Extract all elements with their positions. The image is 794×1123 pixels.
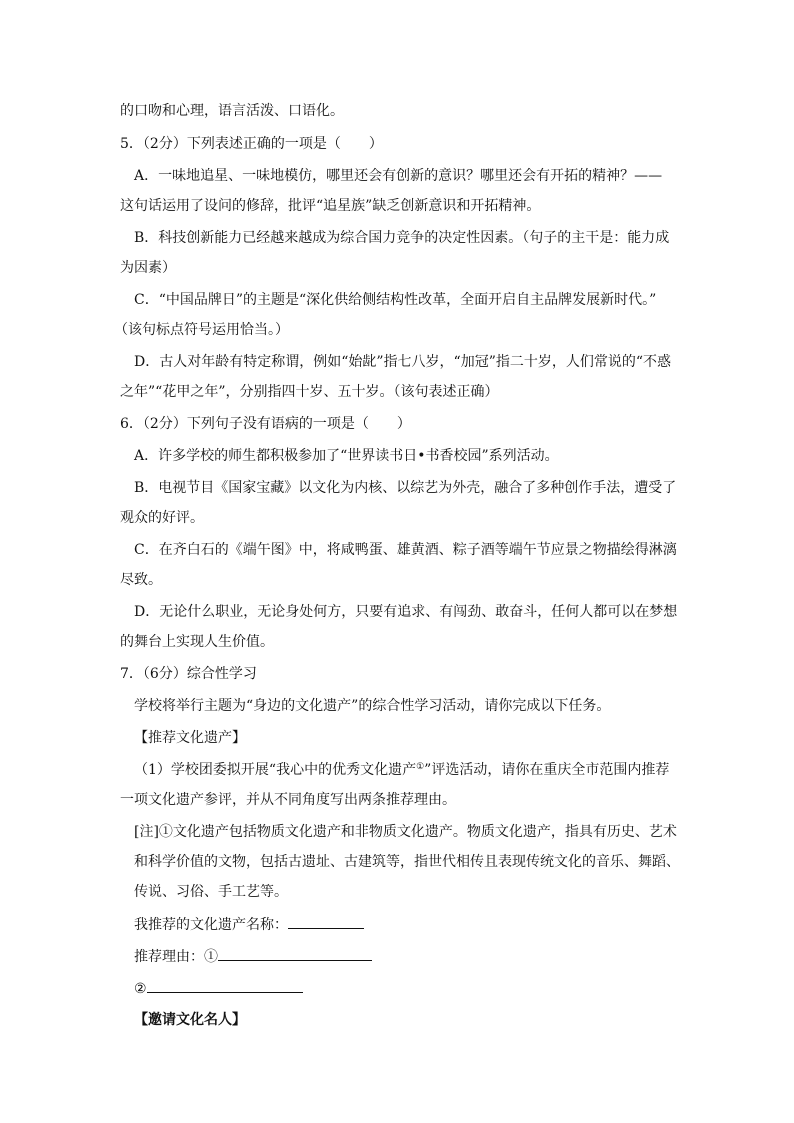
task-1-text-pre: （1）学校团委拟开展“我心中的优秀文化遗产 <box>134 762 417 778</box>
text-line: 的口吻和心理，语言活泼、口语化。 <box>120 103 344 119</box>
task-1-text-post: ”评选活动，请你在重庆全市范围内推荐 <box>424 762 670 778</box>
question-7-intro: 学校将举行主题为“身边的文化遗产”的综合性学习活动，请你完成以下任务。 <box>134 698 611 714</box>
reason-2-label: ② <box>134 981 147 997</box>
question-6-option-d-cont: 的舞台上实现人生价值。 <box>120 634 274 650</box>
note-line-1: [注]①文化遗产包括物质文化遗产和非物质文化遗产。物质文化遗产，指具有历史、艺术 <box>134 824 677 840</box>
question-5-option-d: D．古人对年龄有特定称谓，例如“始龀”指七八岁，“加冠”指二十岁，人们常说的“不惑 <box>134 354 672 370</box>
question-6-stem: 6．（2分）下列句子没有语病的一项是（ ） <box>120 416 411 432</box>
section-invite-celebrity: 【邀请文化名人】 <box>134 1012 246 1028</box>
question-5-option-c: C．“中国品牌日”的主题是“深化供给侧结构性改革，全面开启自主品牌发展新时代。” <box>134 292 657 308</box>
question-5-option-b: B．科技创新能力已经越来越成为综合国力竞争的决定性因素。（句子的主干是：能力成 <box>134 230 670 246</box>
task-1-line <box>134 760 669 780</box>
question-6-option-a: A．许多学校的师生都积极参加了“世界读书日•书香校园”系列活动。 <box>134 448 559 464</box>
footnote-marker: ① <box>416 762 425 772</box>
task-1-line-cont: 一项文化遗产参评，并从不同角度写出两条推荐理由。 <box>120 792 456 808</box>
question-5-option-a-cont: 这句话运用了设问的修辞，批评“追星族”缺乏创新意识和开拓精神。 <box>120 198 541 214</box>
heritage-name-label: 我推荐的文化遗产名称： <box>134 917 288 933</box>
reason-1-blank[interactable] <box>218 946 372 961</box>
section-recommend-heritage: 【推荐文化遗产】 <box>134 730 246 746</box>
question-7-stem: 7．（6分）综合性学习 <box>120 666 257 682</box>
reason-2-row <box>134 978 303 999</box>
heritage-name-blank[interactable] <box>288 914 364 929</box>
question-5-stem: 5．（2分）下列表述正确的一项是（ ） <box>120 136 383 152</box>
reason-1-label: 推荐理由：① <box>134 949 218 965</box>
heritage-name-row <box>134 914 364 935</box>
note-line-3: 传说、习俗、手工艺等。 <box>134 884 288 900</box>
question-5-option-d-cont: 之年”“花甲之年”，分别指四十岁、五十岁。（该句表述正确） <box>120 384 499 400</box>
question-6-option-c-cont: 尽致。 <box>120 572 162 588</box>
reason-2-blank[interactable] <box>147 978 303 993</box>
note-line-2: 和科学价值的文物，包括古遗址、古建筑等，指世代相传且表现传统文化的音乐、舞蹈、 <box>134 854 680 870</box>
question-5-option-a: A．一味地追星、一味地模仿，哪里还会有创新的意识？哪里还会有开拓的精神？—— <box>134 168 663 184</box>
question-5-option-c-cont: （该句标点符号运用恰当。） <box>114 322 289 338</box>
question-6-option-d: D．无论什么职业，无论身处何方，只要有追求、有闯劲、敢奋斗，任何人都可以在梦想 <box>134 604 678 620</box>
question-6-option-b: B．电视节目《国家宝藏》以文化为内核、以综艺为外壳，融合了多种创作手法，遭受了 <box>134 480 677 496</box>
reason-1-row <box>134 946 372 967</box>
question-5-option-b-cont: 为因素） <box>120 260 176 276</box>
question-6-option-c: C．在齐白石的《端午图》中，将咸鸭蛋、雄黄酒、粽子酒等端午节应景之物描绘得淋漓 <box>134 542 677 558</box>
question-6-option-b-cont: 观众的好评。 <box>120 510 204 526</box>
